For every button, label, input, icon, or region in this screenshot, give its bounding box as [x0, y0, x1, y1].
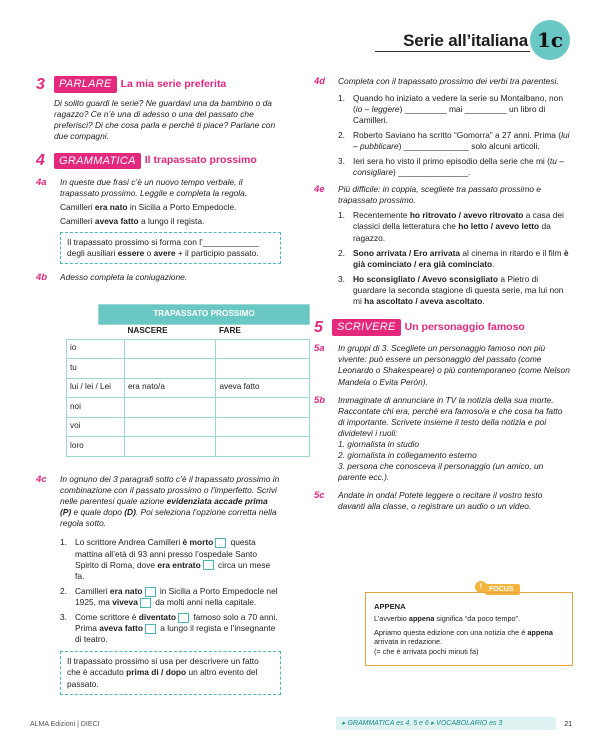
cross-reference-bar[interactable]: ▸ GRAMMATICA es 4, 5 e 6 ▸ VOCABOLARIO es 3 [336, 717, 556, 730]
unit-badge: 1c [530, 20, 570, 60]
item-list [314, 93, 570, 179]
table-row: lui / lei / Lei era nato/a aveva fatto [67, 378, 310, 398]
list-item: 2. Sono arrivata / Ero arrivata al cinema in ritardo e il film è già cominciato / era già cominciato. [338, 247, 569, 269]
section-title: Il trapassato prossimo [144, 154, 257, 167]
exercise-instruction: In ognuno dei 3 paragrafi sotto c’è il trapassato prossimo in combinazione con il passato prossimo o l’imperfetto. Scrivi nelle parentesi quale azione evidenziata accade prima (P) e quale dopo (D). Poi seleziona l’opzione corretta nella regola sotto. [60, 474, 280, 529]
section-number: 3 [36, 76, 45, 93]
exercise-number: 4d [314, 76, 326, 87]
table-caption: TRAPASSATO PROSSIMO [99, 305, 310, 325]
column-header: NASCERE [127, 326, 168, 336]
list-item: 3. Come scrittore è diventato famoso solo a 70 anni. Prima aveva fatto a lungo il regista e l’insegnante di teatro. [60, 612, 278, 645]
conjugation-table [36, 304, 286, 457]
list-item: 3. persona che conosceva il personaggio (un amico, un parente ecc.). [338, 461, 544, 483]
exercise-4d [314, 76, 570, 89]
section-title: Un personaggio famoso [404, 320, 525, 333]
focus-line: L’avverbio appena significa “da poco tempo”. [374, 614, 521, 624]
exercise-instruction: Adesso completa la coniugazione. [60, 272, 188, 283]
exercise-4a [36, 177, 281, 199]
example-sentence: Camilleri aveva fatto a lungo il regista. [60, 215, 205, 226]
list-item: 3. Ieri sera ho visto il primo episodio della serie che mi (tu – consigliare) _______________. [338, 156, 564, 178]
focus-example: Apriamo questa edizione con una notizia che è appena arrivata in redazione. [374, 627, 553, 647]
list-item: 2. giornalista in collegamento esterno [338, 450, 477, 461]
table-row: noi [67, 398, 310, 418]
exercise-number: 5b [314, 394, 326, 406]
list-item: 3. Ho sconsigliato / Avevo sconsigliato a Pietro di guardare la seconda stagione di questa serie, ma lui non mi ha ascoltato / aveva ascoltato. [338, 273, 564, 307]
list-item: 1. Recentemente ho ritrovato / avevo ritrovato a casa dei classici della letteratura che ho letto / avevo letto da ragazzo. [338, 210, 564, 243]
exercise-5b [314, 395, 570, 484]
rule-box: Il trapassato prossimo si usa per descrivere un fatto che è accaduto prima di / dopo un altro evento del passato. [60, 651, 281, 694]
exercise-number: 4c [36, 474, 47, 485]
left-column [36, 74, 281, 285]
answer-box[interactable] [178, 613, 189, 623]
exercise-instruction: Completa con il trapassato prossimo dei verbi tra parentesi. [338, 76, 559, 86]
rule-box: Il trapassato prossimo si forma con l’____________ degli ausiliari essere o avere + il participio passato. [60, 232, 281, 264]
answer-box[interactable] [203, 560, 214, 570]
exercise-number: 4e [314, 184, 325, 196]
table-row: voi [67, 417, 310, 437]
column-header: FARE [218, 326, 241, 336]
exercise-instruction: Immaginate di annunciare in TV la notizia della sua morte. Raccontate chi era, perché era famoso/a e che cosa ha fatto di importante. Scrivete insieme il testo della notizia e poi dividetevi i ruoli: [338, 394, 563, 438]
item-list [36, 537, 281, 645]
focus-tag: FOCUS [485, 584, 520, 595]
page-number: 21 [564, 721, 572, 728]
focus-title: APPENA [374, 602, 406, 611]
publisher-footer: ALMA Edizioni | DIECI [30, 721, 100, 728]
answer-box[interactable] [145, 587, 156, 597]
answer-box[interactable] [215, 538, 226, 548]
exercise-instruction: In queste due frasi c’è un nuovo tempo verbale, il trapassato prossimo. Leggile e completa la regola. [60, 176, 248, 198]
list-item: 2. Camilleri era nato in Sicilia a Porto Empedocle nel 1925, ma viveva da molti anni nella capitale. [60, 585, 278, 607]
section-title: La mia serie preferita [120, 77, 227, 90]
exercise-number: 5c [314, 490, 325, 502]
table-row: tu [67, 359, 310, 379]
header-rule [375, 51, 530, 52]
section-number: 4 [36, 152, 45, 170]
section-pill: SCRIVERE [332, 319, 401, 336]
example-sentence: Camilleri era nato in Sicilia a Porto Empedocle. [60, 201, 237, 212]
page-title: Serie all’italiana [403, 31, 528, 50]
section-3-text: Di solito guardi le serie? Ne guardavi una da bambino o da ragazzo? Ce n’è una di adesso o una del passato che preferisci? Di che cosa parla e perché ti piace? Parlane con due compagni. [54, 98, 276, 142]
list-item: 1. Quando ho iniziato a vedere la serie su Montalbano, non (io – leggere) _________ mai _________ un libro di Camilleri. [338, 92, 563, 125]
exercise-number: 4b [36, 272, 48, 284]
focus-box [365, 592, 573, 666]
section-pill: PARLARE [54, 76, 117, 93]
list-item: 1. Lo scrittore Andrea Camilleri è morto questa mattina all’età di 93 anni presso l’ospedale Santo Spirito di Roma, dove era entrato circa un mese fa. [60, 537, 271, 581]
section-3-heading [36, 74, 281, 95]
exercise-4c [36, 474, 281, 700]
answer-box[interactable] [140, 598, 151, 608]
blank-field[interactable]: ____________ [202, 236, 259, 247]
section-number: 5 [314, 319, 323, 337]
table-row: io [67, 339, 310, 359]
focus-note: (= che è arrivata pochi minuti fa) [374, 646, 479, 656]
list-item: 2. Roberto Saviano ha scritto “Gomorra” a 27 anni. Prima (lui – pubblicare) ______________ solo alcuni articoli. [338, 129, 570, 151]
exercise-4e [314, 184, 570, 206]
exercise-instruction: Più difficile: in coppia, scegliete tra passato prossimo e trapassato prossimo. [338, 184, 541, 206]
exercise-5c [314, 490, 570, 512]
item-list [314, 210, 570, 307]
answer-box[interactable] [145, 624, 156, 634]
section-5-heading [314, 317, 570, 338]
exercise-5a [314, 343, 570, 387]
exercise-number: 4a [36, 176, 47, 188]
exercise-4b [36, 272, 281, 285]
right-column [314, 76, 570, 513]
section-4-heading [36, 150, 281, 171]
list-item: 1. giornalista in studio [338, 438, 420, 449]
exercise-instruction: Andate in onda! Potete leggere o recitare il vostro testo davanti alla classe, o registrare un audio o un video. [338, 490, 543, 512]
lightbulb-icon: ! [475, 581, 487, 593]
section-pill: GRAMMATICA [54, 153, 141, 170]
exercise-instruction: In gruppi di 3. Scegliete un personaggio famoso non più vivente: può essere un personaggio del passato (come Leonardo o Shakespeare) o più contemporaneo (come Nelson Mandela o Evita Perón). [338, 343, 570, 387]
table-row: loro [67, 437, 310, 457]
exercise-number: 5a [314, 343, 325, 355]
